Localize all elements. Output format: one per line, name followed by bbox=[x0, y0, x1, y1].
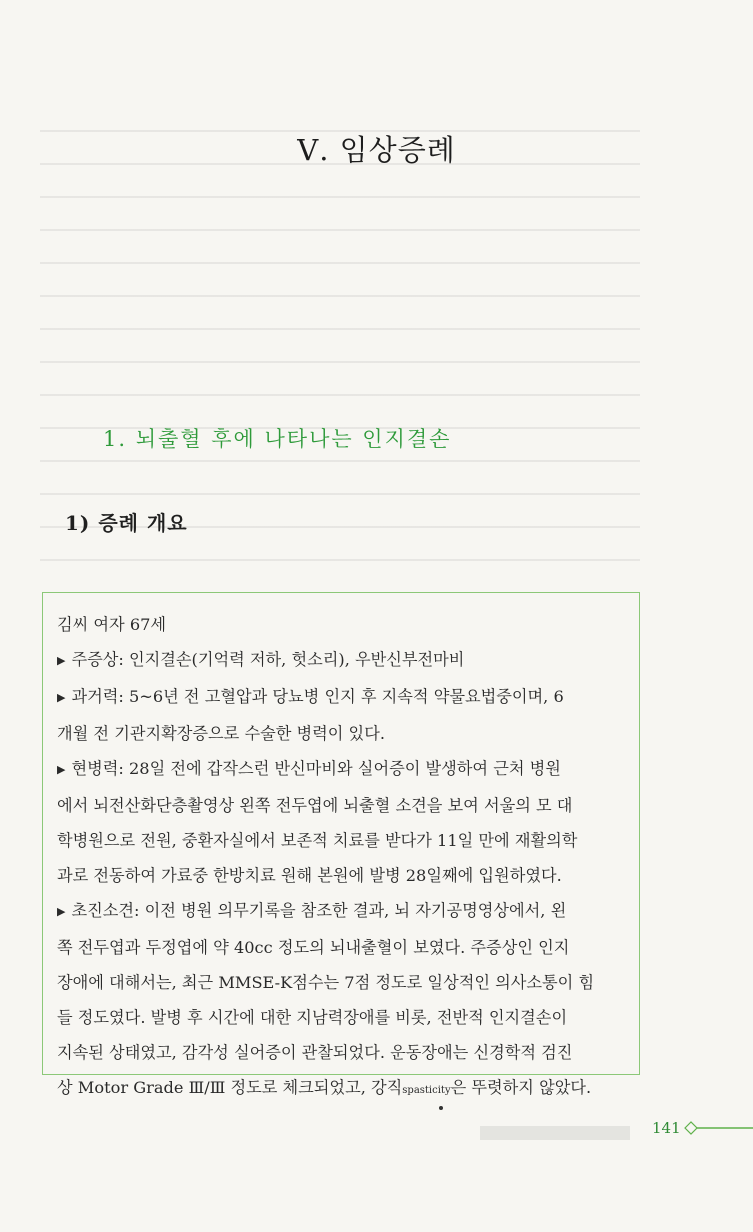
case-summary-box bbox=[42, 592, 640, 1097]
past-history-cont: 개월 전 기관지확장증으로 수술한 병력이 있다. bbox=[57, 724, 385, 743]
initial-findings-cont: 지속된 상태였고, 감각성 실어증이 관찰되었다. 운동장애는 신경학적 검진 bbox=[57, 1043, 573, 1062]
patient-info: 김씨 여자 67세 bbox=[57, 615, 167, 634]
stray-dot bbox=[439, 1106, 443, 1110]
chapter-title: Ⅴ. 임상증례 bbox=[297, 133, 456, 167]
bleed-through-footer bbox=[480, 1126, 630, 1140]
present-illness-cont: 에서 뇌전산화단층촬영상 왼쪽 전두엽에 뇌출혈 소견을 보여 서울의 모 대 bbox=[57, 796, 573, 815]
initial-findings-cont: 들 정도였다. 발병 후 시간에 대한 지남력장애를 비롯, 전반적 인지결손이 bbox=[57, 1008, 568, 1027]
present-illness-cont: 학병원으로 전원, 중환자실에서 보존적 치료를 받다가 11일 만에 재활의학 bbox=[57, 831, 578, 850]
bullet-triangle-icon: ▶ bbox=[57, 905, 66, 918]
present-illness-cont: 과로 전동하여 가료중 한방치료 원해 본원에 발병 28일째에 입원하였다. bbox=[57, 866, 562, 885]
initial-findings-cont: 장애에 대해서는, 최근 MMSE-K점수는 7점 정도로 일상적인 의사소통이 힘 bbox=[57, 973, 595, 992]
initial-findings: ▶ 초진소견: 이전 병원 의무기록을 참조한 결과, 뇌 자기공명영상에서, 왼 bbox=[57, 901, 567, 920]
bullet-triangle-icon: ▶ bbox=[57, 691, 66, 704]
subsection-title: 1) 증례 개요 bbox=[65, 511, 188, 535]
chief-complaint: ▶ 주증상: 인지결손(기억력 저하, 헛소리), 우반신부전마비 bbox=[57, 650, 465, 669]
spasticity-subscript: spasticity bbox=[402, 1085, 451, 1096]
bullet-triangle-icon: ▶ bbox=[57, 654, 66, 667]
initial-findings-cont: 쪽 전두엽과 두정엽에 약 40cc 정도의 뇌내출혈이 보였다. 주증상인 인지 bbox=[57, 938, 570, 957]
present-illness: ▶ 현병력: 28일 전에 갑작스런 반신마비와 실어증이 발생하여 근처 병원 bbox=[57, 759, 561, 778]
page-marker-diamond-icon bbox=[684, 1121, 753, 1135]
section-title: 1. 뇌출혈 후에 나타나는 인지결손 bbox=[103, 427, 452, 451]
initial-findings-cont: 상 Motor Grade Ⅲ/Ⅲ 정도로 체크되었고, 강직spasticity은 뚜렷하지 않았다. bbox=[57, 1078, 592, 1097]
bullet-triangle-icon: ▶ bbox=[57, 763, 66, 776]
past-history: ▶ 과거력: 5~6년 전 고혈압과 당뇨병 인지 후 지속적 약물요법중이며, 6 bbox=[57, 687, 564, 706]
page-number: 141 bbox=[652, 1119, 681, 1137]
